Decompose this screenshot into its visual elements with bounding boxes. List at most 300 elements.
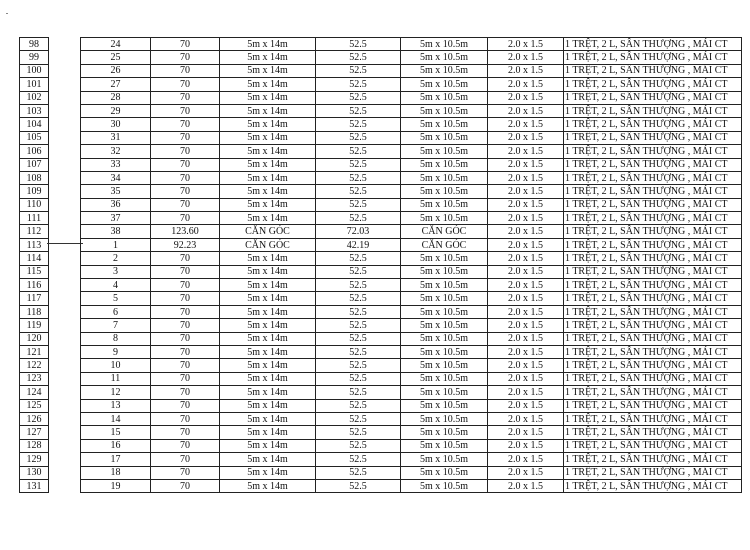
table-row <box>81 78 742 91</box>
row-number-body <box>20 38 49 493</box>
land-area-cell: 70 <box>151 91 220 104</box>
land-area-cell: 70 <box>151 145 220 158</box>
floors-cell: 1 TRỆT, 2 L, SÂN THƯỢNG , MÁI CT <box>564 466 742 479</box>
floors-cell: 1 TRỆT, 2 L, SÂN THƯỢNG , MÁI CT <box>564 198 742 211</box>
build-area-cell: 52.5 <box>316 292 401 305</box>
table-row <box>81 466 742 479</box>
lot-number-cell: 11 <box>81 372 151 385</box>
floors-cell: 1 TRỆT, 2 L, SÂN THƯỢNG , MÁI CT <box>564 305 742 318</box>
table-row <box>81 399 742 412</box>
table-row <box>81 265 742 278</box>
build-dimension-cell: 5m x 10.5m <box>401 51 488 64</box>
land-area-cell: 70 <box>151 131 220 144</box>
build-dimension-cell: 5m x 10.5m <box>401 359 488 372</box>
lot-number-cell: 5 <box>81 292 151 305</box>
land-dimension-cell: 5m x 14m <box>220 345 316 358</box>
row-number-cell: 110 <box>20 198 49 211</box>
table-row <box>81 279 742 292</box>
row-number-cell: 109 <box>20 185 49 198</box>
row-number-cell: 116 <box>20 279 49 292</box>
row-number-cell: 98 <box>20 38 49 51</box>
build-area-cell: 52.5 <box>316 185 401 198</box>
row-number-cell: 100 <box>20 64 49 77</box>
land-dimension-cell: 5m x 14m <box>220 104 316 117</box>
lot-number-cell: 7 <box>81 319 151 332</box>
land-dimension-cell: 5m x 14m <box>220 252 316 265</box>
land-dimension-cell: 5m x 14m <box>220 466 316 479</box>
build-area-cell: 72.03 <box>316 225 401 238</box>
row-number-cell: 129 <box>20 453 49 466</box>
floors-cell: 1 TRỆT, 2 L, SÂN THƯỢNG , MÁI CT <box>564 332 742 345</box>
build-dimension-cell: 5m x 10.5m <box>401 158 488 171</box>
setback-cell: 2.0 x 1.5 <box>488 305 564 318</box>
land-area-cell: 70 <box>151 399 220 412</box>
table-row <box>81 479 742 492</box>
row-number-cell: 113 <box>20 238 49 251</box>
build-area-cell: 52.5 <box>316 305 401 318</box>
row-number-row <box>20 171 49 184</box>
table-row <box>81 145 742 158</box>
build-dimension-cell: 5m x 10.5m <box>401 91 488 104</box>
land-dimension-cell: 5m x 14m <box>220 158 316 171</box>
floors-cell: 1 TRỆT, 2 L, SÂN THƯỢNG , MÁI CT <box>564 252 742 265</box>
floors-cell: 1 TRỆT, 2 L, SÂN THƯỢNG , MÁI CT <box>564 479 742 492</box>
land-area-cell: 70 <box>151 453 220 466</box>
row-number-cell: 107 <box>20 158 49 171</box>
lot-number-cell: 13 <box>81 399 151 412</box>
floors-cell: 1 TRỆT, 2 L, SÂN THƯỢNG , MÁI CT <box>564 118 742 131</box>
build-dimension-cell: 5m x 10.5m <box>401 265 488 278</box>
land-dimension-cell: 5m x 14m <box>220 91 316 104</box>
build-area-cell: 52.5 <box>316 145 401 158</box>
build-dimension-cell: 5m x 10.5m <box>401 412 488 425</box>
setback-cell: 2.0 x 1.5 <box>488 359 564 372</box>
land-area-cell: 70 <box>151 279 220 292</box>
land-area-cell: 70 <box>151 332 220 345</box>
build-area-cell: 52.5 <box>316 38 401 51</box>
row-number-row <box>20 399 49 412</box>
row-number-cell: 101 <box>20 78 49 91</box>
floors-cell: 1 TRỆT, 2 L, SÂN THƯỢNG , MÁI CT <box>564 171 742 184</box>
table-row <box>81 225 742 238</box>
row-number-cell: 119 <box>20 319 49 332</box>
setback-cell: 2.0 x 1.5 <box>488 426 564 439</box>
build-area-cell: 52.5 <box>316 158 401 171</box>
setback-cell: 2.0 x 1.5 <box>488 279 564 292</box>
setback-cell: 2.0 x 1.5 <box>488 345 564 358</box>
build-area-cell: 52.5 <box>316 359 401 372</box>
build-dimension-cell: 5m x 10.5m <box>401 78 488 91</box>
setback-cell: 2.0 x 1.5 <box>488 171 564 184</box>
floors-cell: 1 TRỆT, 2 L, SÂN THƯỢNG , MÁI CT <box>564 292 742 305</box>
table-row <box>81 131 742 144</box>
build-area-cell: 52.5 <box>316 439 401 452</box>
table-row <box>81 171 742 184</box>
lot-number-cell: 30 <box>81 118 151 131</box>
row-number-row <box>20 145 49 158</box>
land-dimension-cell: 5m x 14m <box>220 399 316 412</box>
row-number-cell: 128 <box>20 439 49 452</box>
section-divider-line <box>47 243 83 244</box>
build-area-cell: 52.5 <box>316 265 401 278</box>
lot-number-cell: 15 <box>81 426 151 439</box>
build-dimension-cell: 5m x 10.5m <box>401 64 488 77</box>
lot-number-cell: 33 <box>81 158 151 171</box>
table-row <box>81 359 742 372</box>
setback-cell: 2.0 x 1.5 <box>488 185 564 198</box>
land-area-cell: 70 <box>151 372 220 385</box>
build-area-cell: 52.5 <box>316 198 401 211</box>
floors-cell: 1 TRỆT, 2 L, SÂN THƯỢNG , MÁI CT <box>564 426 742 439</box>
build-area-cell: 52.5 <box>316 319 401 332</box>
row-number-cell: 105 <box>20 131 49 144</box>
floors-cell: 1 TRỆT, 2 L, SÂN THƯỢNG , MÁI CT <box>564 91 742 104</box>
build-dimension-cell: 5m x 10.5m <box>401 466 488 479</box>
setback-cell: 2.0 x 1.5 <box>488 319 564 332</box>
row-number-row <box>20 91 49 104</box>
land-dimension-cell: 5m x 14m <box>220 279 316 292</box>
row-number-cell: 102 <box>20 91 49 104</box>
table-row <box>81 185 742 198</box>
land-dimension-cell: 5m x 14m <box>220 78 316 91</box>
lot-number-cell: 27 <box>81 78 151 91</box>
build-dimension-cell: 5m x 10.5m <box>401 453 488 466</box>
row-number-cell: 123 <box>20 372 49 385</box>
table-row <box>81 386 742 399</box>
row-number-cell: 112 <box>20 225 49 238</box>
lot-number-cell: 9 <box>81 345 151 358</box>
land-dimension-cell: CĂN GÓC <box>220 225 316 238</box>
floors-cell: 1 TRỆT, 2 L, SÂN THƯỢNG , MÁI CT <box>564 38 742 51</box>
build-dimension-cell: 5m x 10.5m <box>401 104 488 117</box>
table-row <box>81 453 742 466</box>
land-dimension-cell: 5m x 14m <box>220 131 316 144</box>
build-area-cell: 52.5 <box>316 466 401 479</box>
land-area-cell: 70 <box>151 252 220 265</box>
row-number-row <box>20 78 49 91</box>
floors-cell: 1 TRỆT, 2 L, SÂN THƯỢNG , MÁI CT <box>564 225 742 238</box>
land-dimension-cell: 5m x 14m <box>220 212 316 225</box>
land-dimension-cell: 5m x 14m <box>220 64 316 77</box>
land-dimension-cell: 5m x 14m <box>220 38 316 51</box>
row-number-cell: 120 <box>20 332 49 345</box>
build-dimension-cell: 5m x 10.5m <box>401 185 488 198</box>
land-dimension-cell: 5m x 14m <box>220 479 316 492</box>
build-dimension-cell: 5m x 10.5m <box>401 279 488 292</box>
row-number-row <box>20 64 49 77</box>
floors-cell: 1 TRỆT, 2 L, SÂN THƯỢNG , MÁI CT <box>564 51 742 64</box>
build-dimension-cell: 5m x 10.5m <box>401 399 488 412</box>
setback-cell: 2.0 x 1.5 <box>488 64 564 77</box>
row-number-row <box>20 225 49 238</box>
lot-number-cell: 38 <box>81 225 151 238</box>
floors-cell: 1 TRỆT, 2 L, SÂN THƯỢNG , MÁI CT <box>564 265 742 278</box>
row-number-row <box>20 185 49 198</box>
row-number-cell: 111 <box>20 212 49 225</box>
lot-number-cell: 2 <box>81 252 151 265</box>
floors-cell: 1 TRỆT, 2 L, SÂN THƯỢNG , MÁI CT <box>564 131 742 144</box>
land-dimension-cell: CĂN GÓC <box>220 238 316 251</box>
build-dimension-cell: 5m x 10.5m <box>401 252 488 265</box>
land-area-cell: 70 <box>151 466 220 479</box>
land-dimension-cell: 5m x 14m <box>220 51 316 64</box>
build-area-cell: 52.5 <box>316 412 401 425</box>
lot-number-cell: 18 <box>81 466 151 479</box>
build-area-cell: 52.5 <box>316 399 401 412</box>
build-area-cell: 52.5 <box>316 386 401 399</box>
setback-cell: 2.0 x 1.5 <box>488 238 564 251</box>
build-dimension-cell: 5m x 10.5m <box>401 145 488 158</box>
lot-number-cell: 14 <box>81 412 151 425</box>
build-area-cell: 52.5 <box>316 131 401 144</box>
land-area-cell: 70 <box>151 359 220 372</box>
land-area-cell: 70 <box>151 426 220 439</box>
land-area-cell: 70 <box>151 118 220 131</box>
setback-cell: 2.0 x 1.5 <box>488 104 564 117</box>
build-area-cell: 52.5 <box>316 212 401 225</box>
lot-number-cell: 1 <box>81 238 151 251</box>
land-dimension-cell: 5m x 14m <box>220 171 316 184</box>
land-dimension-cell: 5m x 14m <box>220 319 316 332</box>
floors-cell: 1 TRỆT, 2 L, SÂN THƯỢNG , MÁI CT <box>564 412 742 425</box>
setback-cell: 2.0 x 1.5 <box>488 265 564 278</box>
build-area-cell: 52.5 <box>316 332 401 345</box>
row-number-row <box>20 359 49 372</box>
build-dimension-cell: 5m x 10.5m <box>401 38 488 51</box>
land-dimension-cell: 5m x 14m <box>220 412 316 425</box>
row-number-row <box>20 372 49 385</box>
land-dimension-cell: 5m x 14m <box>220 305 316 318</box>
build-area-cell: 52.5 <box>316 479 401 492</box>
row-number-cell: 126 <box>20 412 49 425</box>
build-dimension-cell: 5m x 10.5m <box>401 386 488 399</box>
setback-cell: 2.0 x 1.5 <box>488 198 564 211</box>
row-number-cell: 124 <box>20 386 49 399</box>
lot-table <box>80 37 742 493</box>
floors-cell: 1 TRỆT, 2 L, SÂN THƯỢNG , MÁI CT <box>564 78 742 91</box>
build-dimension-cell: 5m x 10.5m <box>401 319 488 332</box>
build-dimension-cell: 5m x 10.5m <box>401 479 488 492</box>
setback-cell: 2.0 x 1.5 <box>488 158 564 171</box>
build-dimension-cell: 5m x 10.5m <box>401 345 488 358</box>
setback-cell: 2.0 x 1.5 <box>488 212 564 225</box>
table-row <box>81 51 742 64</box>
land-area-cell: 70 <box>151 104 220 117</box>
row-number-cell: 99 <box>20 51 49 64</box>
build-area-cell: 52.5 <box>316 64 401 77</box>
table-row <box>81 372 742 385</box>
land-area-cell: 70 <box>151 319 220 332</box>
build-area-cell: 52.5 <box>316 345 401 358</box>
floors-cell: 1 TRỆT, 2 L, SÂN THƯỢNG , MÁI CT <box>564 64 742 77</box>
build-dimension-cell: 5m x 10.5m <box>401 118 488 131</box>
build-area-cell: 52.5 <box>316 51 401 64</box>
table-row <box>81 345 742 358</box>
table-row <box>81 118 742 131</box>
land-dimension-cell: 5m x 14m <box>220 292 316 305</box>
setback-cell: 2.0 x 1.5 <box>488 225 564 238</box>
build-area-cell: 52.5 <box>316 78 401 91</box>
row-number-cell: 118 <box>20 305 49 318</box>
floors-cell: 1 TRỆT, 2 L, SÂN THƯỢNG , MÁI CT <box>564 359 742 372</box>
setback-cell: 2.0 x 1.5 <box>488 252 564 265</box>
row-number-row <box>20 38 49 51</box>
land-area-cell: 70 <box>151 265 220 278</box>
land-dimension-cell: 5m x 14m <box>220 372 316 385</box>
land-dimension-cell: 5m x 14m <box>220 118 316 131</box>
build-area-cell: 52.5 <box>316 171 401 184</box>
setback-cell: 2.0 x 1.5 <box>488 145 564 158</box>
floors-cell: 1 TRỆT, 2 L, SÂN THƯỢNG , MÁI CT <box>564 212 742 225</box>
setback-cell: 2.0 x 1.5 <box>488 332 564 345</box>
build-dimension-cell: CĂN GÓC <box>401 238 488 251</box>
row-number-row <box>20 118 49 131</box>
land-dimension-cell: 5m x 14m <box>220 185 316 198</box>
land-dimension-cell: 5m x 14m <box>220 439 316 452</box>
floors-cell: 1 TRỆT, 2 L, SÂN THƯỢNG , MÁI CT <box>564 158 742 171</box>
lot-table-body <box>81 38 742 493</box>
setback-cell: 2.0 x 1.5 <box>488 386 564 399</box>
setback-cell: 2.0 x 1.5 <box>488 118 564 131</box>
build-area-cell: 52.5 <box>316 118 401 131</box>
row-number-row <box>20 332 49 345</box>
lot-number-cell: 19 <box>81 479 151 492</box>
build-area-cell: 52.5 <box>316 104 401 117</box>
build-dimension-cell: 5m x 10.5m <box>401 131 488 144</box>
row-number-row <box>20 305 49 318</box>
table-row <box>81 319 742 332</box>
lot-number-cell: 37 <box>81 212 151 225</box>
table-row <box>81 158 742 171</box>
setback-cell: 2.0 x 1.5 <box>488 466 564 479</box>
build-dimension-cell: 5m x 10.5m <box>401 305 488 318</box>
lot-number-cell: 16 <box>81 439 151 452</box>
build-dimension-cell: 5m x 10.5m <box>401 332 488 345</box>
row-number-row <box>20 479 49 492</box>
build-area-cell: 52.5 <box>316 372 401 385</box>
floors-cell: 1 TRỆT, 2 L, SÂN THƯỢNG , MÁI CT <box>564 453 742 466</box>
lot-number-cell: 35 <box>81 185 151 198</box>
lot-number-cell: 25 <box>81 51 151 64</box>
land-dimension-cell: 5m x 14m <box>220 386 316 399</box>
row-number-row <box>20 158 49 171</box>
land-area-cell: 123.60 <box>151 225 220 238</box>
lot-number-cell: 31 <box>81 131 151 144</box>
build-area-cell: 52.5 <box>316 426 401 439</box>
lot-number-cell: 29 <box>81 104 151 117</box>
row-number-cell: 103 <box>20 104 49 117</box>
setback-cell: 2.0 x 1.5 <box>488 292 564 305</box>
setback-cell: 2.0 x 1.5 <box>488 38 564 51</box>
setback-cell: 2.0 x 1.5 <box>488 51 564 64</box>
row-number-row <box>20 345 49 358</box>
row-number-cell: 117 <box>20 292 49 305</box>
table-row <box>81 104 742 117</box>
table-row <box>81 38 742 51</box>
row-number-row <box>20 466 49 479</box>
row-number-row <box>20 265 49 278</box>
lot-number-cell: 4 <box>81 279 151 292</box>
row-number-row <box>20 131 49 144</box>
setback-cell: 2.0 x 1.5 <box>488 453 564 466</box>
scan-speck <box>6 13 8 14</box>
land-area-cell: 70 <box>151 212 220 225</box>
table-row <box>81 439 742 452</box>
row-number-row <box>20 386 49 399</box>
row-number-row <box>20 279 49 292</box>
lot-number-cell: 10 <box>81 359 151 372</box>
land-area-cell: 70 <box>151 386 220 399</box>
row-number-row <box>20 238 49 251</box>
setback-cell: 2.0 x 1.5 <box>488 439 564 452</box>
lot-number-cell: 28 <box>81 91 151 104</box>
table-row <box>81 91 742 104</box>
land-dimension-cell: 5m x 14m <box>220 332 316 345</box>
row-number-cell: 106 <box>20 145 49 158</box>
build-area-cell: 52.5 <box>316 252 401 265</box>
floors-cell: 1 TRỆT, 2 L, SÂN THƯỢNG , MÁI CT <box>564 145 742 158</box>
land-dimension-cell: 5m x 14m <box>220 198 316 211</box>
row-number-table <box>19 37 49 493</box>
land-area-cell: 70 <box>151 158 220 171</box>
build-dimension-cell: 5m x 10.5m <box>401 292 488 305</box>
row-number-cell: 131 <box>20 479 49 492</box>
land-area-cell: 70 <box>151 171 220 184</box>
table-row <box>81 332 742 345</box>
row-number-cell: 122 <box>20 359 49 372</box>
build-area-cell: 52.5 <box>316 279 401 292</box>
setback-cell: 2.0 x 1.5 <box>488 131 564 144</box>
row-number-row <box>20 439 49 452</box>
floors-cell: 1 TRỆT, 2 L, SÂN THƯỢNG , MÁI CT <box>564 439 742 452</box>
floors-cell: 1 TRỆT, 2 L, SÂN THƯỢNG , MÁI CT <box>564 238 742 251</box>
row-number-cell: 125 <box>20 399 49 412</box>
build-dimension-cell: CĂN GÓC <box>401 225 488 238</box>
row-number-cell: 114 <box>20 252 49 265</box>
setback-cell: 2.0 x 1.5 <box>488 91 564 104</box>
land-area-cell: 70 <box>151 185 220 198</box>
table-row <box>81 252 742 265</box>
row-number-row <box>20 319 49 332</box>
lot-number-cell: 26 <box>81 64 151 77</box>
row-number-row <box>20 198 49 211</box>
row-number-cell: 121 <box>20 345 49 358</box>
lot-number-cell: 12 <box>81 386 151 399</box>
row-number-row <box>20 412 49 425</box>
land-area-cell: 70 <box>151 64 220 77</box>
land-area-cell: 70 <box>151 292 220 305</box>
land-dimension-cell: 5m x 14m <box>220 426 316 439</box>
lot-number-cell: 17 <box>81 453 151 466</box>
setback-cell: 2.0 x 1.5 <box>488 399 564 412</box>
lot-number-cell: 32 <box>81 145 151 158</box>
land-area-cell: 70 <box>151 345 220 358</box>
lot-number-cell: 34 <box>81 171 151 184</box>
table-row <box>81 412 742 425</box>
floors-cell: 1 TRỆT, 2 L, SÂN THƯỢNG , MÁI CT <box>564 386 742 399</box>
table-row <box>81 212 742 225</box>
lot-number-cell: 24 <box>81 38 151 51</box>
floors-cell: 1 TRỆT, 2 L, SÂN THƯỢNG , MÁI CT <box>564 104 742 117</box>
table-row <box>81 64 742 77</box>
land-area-cell: 92.23 <box>151 238 220 251</box>
land-area-cell: 70 <box>151 412 220 425</box>
land-dimension-cell: 5m x 14m <box>220 265 316 278</box>
lot-number-cell: 3 <box>81 265 151 278</box>
build-dimension-cell: 5m x 10.5m <box>401 439 488 452</box>
land-dimension-cell: 5m x 14m <box>220 453 316 466</box>
row-number-row <box>20 453 49 466</box>
